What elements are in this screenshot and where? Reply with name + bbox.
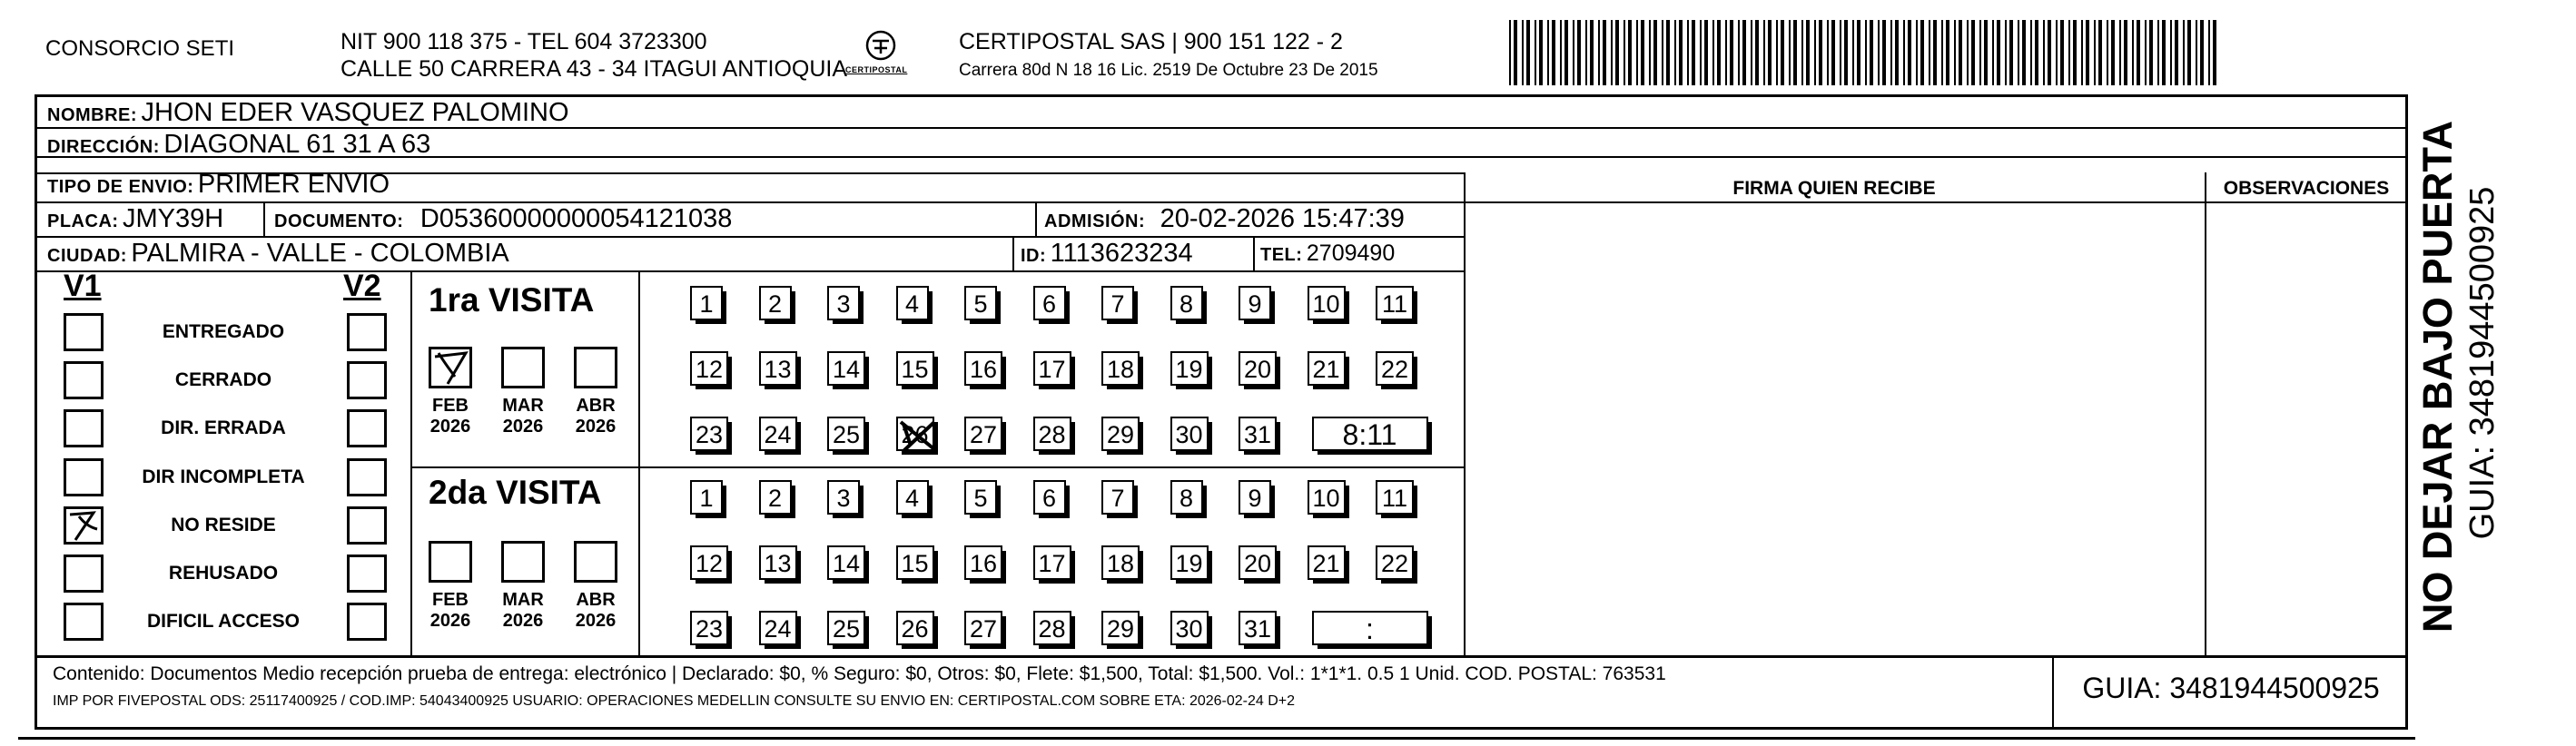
day-number: 31: [1243, 421, 1272, 448]
visit-reason-label: CERRADO: [174, 369, 272, 390]
day-number: 9: [1248, 485, 1262, 512]
day-box[interactable]: [896, 286, 929, 320]
day-box[interactable]: [1101, 611, 1140, 645]
barcode-icon: [1507, 20, 2225, 85]
v2-checkbox[interactable]: [347, 313, 387, 351]
print-info-line: IMP POR FIVEPOSTAL ODS: 25117400925 / COD.IMP: 54043400925 USUARIO: OPERACIONES MEDELLIN CONSULTE SU ENVIO EN: CERTIPOSTAL.COM SOBRE ETA: 2026-02-24 D+2: [53, 693, 1296, 709]
day-number: 24: [764, 615, 792, 643]
day-box[interactable]: [964, 611, 1002, 645]
day-box[interactable]: [964, 417, 1002, 451]
day-number: 28: [1038, 615, 1066, 643]
day-number: 21: [1312, 356, 1340, 383]
id-row: [1021, 240, 1193, 267]
day-number: 6: [1041, 290, 1057, 318]
month-label: [421, 590, 479, 632]
day-box[interactable]: [827, 286, 860, 320]
day-box[interactable]: [1239, 611, 1277, 645]
day-box[interactable]: [1033, 545, 1071, 580]
day-box[interactable]: [1308, 545, 1346, 580]
day-number: 17: [1038, 550, 1066, 577]
visit-reason-label: NO RESIDE: [171, 515, 276, 535]
day-number: 9: [1248, 290, 1262, 318]
day-box[interactable]: [1170, 545, 1209, 580]
day-box[interactable]: [759, 480, 792, 515]
no-leave-under-door-warning: NO DEJAR BAJO PUERTA: [2414, 120, 2461, 633]
v1-checkbox[interactable]: [64, 603, 104, 641]
day-number: 16: [969, 356, 998, 383]
signature-header: FIRMA QUIEN RECIBE: [1732, 178, 1936, 199]
tel-label: TEL:: [1260, 245, 1303, 265]
day-number: 17: [1038, 356, 1066, 383]
time-box[interactable]: [1312, 611, 1428, 645]
plate-label: PLACA:: [47, 211, 119, 231]
month-checkbox[interactable]: [501, 347, 545, 388]
day-box[interactable]: [1170, 286, 1203, 320]
day-box[interactable]: [1170, 611, 1209, 645]
month-name: FEB: [432, 396, 469, 416]
day-box[interactable]: [1170, 480, 1203, 515]
day-number: 14: [832, 356, 861, 383]
month-year: 2026: [429, 611, 471, 631]
day-number: 26: [901, 615, 929, 643]
day-box[interactable]: [1308, 351, 1346, 386]
company-address: CALLE 50 CARRERA 43 - 34 ITAGUI ANTIOQUIA: [341, 56, 848, 82]
day-number: 21: [1312, 550, 1340, 577]
day-box[interactable]: [690, 351, 728, 386]
day-box[interactable]: [964, 351, 1002, 386]
day-number: 3: [836, 485, 851, 512]
visit-reason-label: ENTREGADO: [162, 321, 285, 342]
carrier-line: CERTIPOSTAL SAS | 900 151 122 - 2: [959, 29, 1343, 54]
day-box[interactable]: [1033, 611, 1071, 645]
day-box[interactable]: [1376, 480, 1414, 515]
document-row: [274, 206, 732, 232]
day-number: 7: [1110, 485, 1125, 512]
day-number: 25: [832, 421, 861, 448]
day-box[interactable]: [827, 480, 860, 515]
day-number: 24: [764, 421, 792, 448]
month-year: 2026: [502, 417, 544, 437]
day-number: 6: [1041, 485, 1057, 512]
month-year: 2026: [502, 611, 544, 631]
day-box[interactable]: [690, 286, 723, 320]
month-name: MAR: [502, 590, 544, 610]
guia-box: GUIA: 3481944500925: [2082, 672, 2380, 704]
day-number: 16: [969, 550, 998, 577]
day-box[interactable]: [827, 351, 865, 386]
month-year: 2026: [575, 611, 617, 631]
day-number: 22: [1380, 356, 1409, 383]
certipostal-logo: [840, 27, 922, 80]
day-number: 2: [767, 290, 783, 318]
month-label: [494, 590, 552, 632]
observations-header: OBSERVACIONES: [2223, 178, 2390, 199]
month-label: [494, 396, 552, 437]
document-value: D05360000000054121038: [419, 204, 733, 233]
day-box[interactable]: [1239, 351, 1277, 386]
day-box[interactable]: [827, 611, 865, 645]
day-number: 8: [1179, 290, 1194, 318]
v2-checkbox[interactable]: [347, 506, 387, 545]
v2-label: V2: [343, 269, 381, 303]
day-box[interactable]: [1033, 417, 1071, 451]
day-box[interactable]: [964, 480, 997, 515]
day-number: 8: [1179, 485, 1194, 512]
recipient-name-row: [47, 100, 569, 126]
month-checkbox[interactable]: [429, 541, 472, 583]
day-box[interactable]: [1101, 286, 1134, 320]
day-box[interactable]: [896, 480, 929, 515]
day-box[interactable]: [1239, 480, 1271, 515]
city-label: CIUDAD:: [47, 246, 127, 266]
month-name: FEB: [432, 590, 469, 610]
day-number: 5: [973, 290, 988, 318]
month-checkbox[interactable]: [501, 541, 545, 583]
day-number: 20: [1243, 550, 1272, 577]
barcode: [1507, 20, 2225, 85]
check-mark-icon: [66, 509, 103, 544]
day-number: 15: [901, 356, 929, 383]
day-number: 10: [1312, 290, 1340, 318]
day-box[interactable]: [690, 545, 728, 580]
admission-value: 20-02-2026 15:47:39: [1160, 204, 1405, 233]
day-number: 11: [1381, 290, 1408, 318]
day-number: 19: [1175, 356, 1203, 383]
v1-checkbox[interactable]: [64, 409, 104, 447]
v1-label: V1: [64, 269, 102, 303]
day-cross-mark-icon: [898, 418, 938, 461]
day-number: 29: [1106, 615, 1135, 643]
day-box[interactable]: [759, 286, 792, 320]
name-label: NOMBRE:: [47, 105, 138, 125]
visit2-title: 2da VISITA: [429, 474, 602, 511]
day-number: 30: [1175, 615, 1203, 643]
day-box[interactable]: [1308, 480, 1346, 515]
shipment-type-row: [47, 172, 390, 198]
v1-checkbox[interactable]: [64, 313, 104, 351]
month-name: MAR: [502, 396, 544, 416]
v2-checkbox[interactable]: [347, 603, 387, 641]
v2-checkbox[interactable]: [347, 361, 387, 399]
day-box[interactable]: [759, 351, 797, 386]
city-value: PALMIRA - VALLE - COLOMBIA: [131, 239, 509, 268]
day-box[interactable]: [690, 611, 728, 645]
plate-value: JMY39H: [123, 204, 224, 233]
day-number: 1: [699, 290, 714, 318]
day-box[interactable]: [1308, 286, 1346, 320]
id-value: 1113623234: [1050, 239, 1193, 268]
day-number: 26: [901, 421, 929, 448]
day-number: 5: [973, 485, 988, 512]
id-label: ID:: [1021, 246, 1047, 266]
visit-reason-label: DIR. ERRADA: [161, 417, 286, 438]
day-box[interactable]: [1101, 351, 1140, 386]
day-number: 19: [1175, 550, 1203, 577]
day-number: 3: [836, 290, 851, 318]
day-number: 10: [1312, 485, 1340, 512]
day-box[interactable]: [1101, 545, 1140, 580]
day-number: 13: [764, 356, 792, 383]
day-number: 27: [969, 421, 998, 448]
day-box[interactable]: [1239, 417, 1277, 451]
time-value: :: [1366, 613, 1374, 645]
day-box[interactable]: [1239, 286, 1271, 320]
visit1-title: 1ra VISITA: [429, 281, 595, 319]
shipment-type: PRIMER ENVIO: [197, 170, 390, 199]
admission-row: [1044, 206, 1405, 232]
day-number: 27: [969, 615, 998, 643]
day-box[interactable]: [1376, 545, 1414, 580]
day-number: 23: [695, 421, 724, 448]
document-label: DOCUMENTO:: [274, 211, 404, 231]
v2-checkbox[interactable]: [347, 409, 387, 447]
day-number: 12: [695, 550, 724, 577]
day-box[interactable]: [759, 545, 797, 580]
contents-line: Contenido: Documentos Medio recepción prueba de entrega: electrónico | Declarado: $0, % Seguro: $0, Otros: $0, Flete: $1,500, Total: $1,500. Vol.: 1*1*1. 0.5 1 Unid. COD. POSTAL: 763531: [53, 663, 1666, 684]
visit-reason-label: DIR INCOMPLETA: [142, 466, 305, 487]
time-value: 8:11: [1342, 418, 1397, 451]
day-number: 28: [1038, 421, 1066, 448]
day-box[interactable]: [964, 545, 1002, 580]
day-number: 15: [901, 550, 929, 577]
day-number: 18: [1106, 356, 1135, 383]
v2-checkbox[interactable]: [347, 458, 387, 496]
day-number: 7: [1110, 290, 1125, 318]
month-year: 2026: [429, 417, 471, 437]
day-number: 22: [1380, 550, 1409, 577]
day-box[interactable]: [827, 417, 865, 451]
day-box[interactable]: [1033, 351, 1071, 386]
v1-checkbox[interactable]: [64, 458, 104, 496]
month-checkbox[interactable]: [574, 347, 617, 388]
day-number: 30: [1175, 421, 1203, 448]
month-name: ABR: [576, 590, 616, 610]
nit-line: NIT 900 118 375 - TEL 604 3723300: [341, 29, 707, 54]
day-number: 31: [1243, 615, 1272, 643]
day-box[interactable]: [1376, 351, 1414, 386]
visit-reason-label: DIFICIL ACCESO: [146, 611, 300, 632]
recipient-address-row: [47, 132, 430, 158]
month-label: [421, 396, 479, 437]
day-number: 12: [695, 356, 724, 383]
day-number: 14: [832, 550, 861, 577]
recipient-name: JHON EDER VASQUEZ PALOMINO: [141, 98, 569, 127]
side-guia: GUIA: 3481944500925: [2463, 186, 2502, 540]
day-box[interactable]: [1101, 480, 1134, 515]
day-box[interactable]: [896, 545, 934, 580]
logo-caption: CERTIPOSTAL: [845, 65, 908, 74]
month-checkbox[interactable]: [574, 541, 617, 583]
city-row: [47, 240, 509, 267]
day-number: 13: [764, 550, 792, 577]
visit-reason-label: REHUSADO: [168, 563, 279, 584]
v1-checkbox[interactable]: [64, 361, 104, 399]
tel-value: 2709490: [1306, 240, 1396, 266]
day-number: 2: [767, 485, 783, 512]
v2-checkbox[interactable]: [347, 555, 387, 593]
day-number: 18: [1106, 550, 1135, 577]
plate-row: [47, 206, 223, 232]
day-box[interactable]: [827, 545, 865, 580]
day-box[interactable]: [1376, 286, 1414, 320]
carrier-address: Carrera 80d N 18 16 Lic. 2519 De Octubre 23 De 2015: [959, 61, 1378, 80]
day-box[interactable]: [896, 611, 934, 645]
check-mark-icon: [431, 349, 471, 388]
day-box[interactable]: [690, 480, 723, 515]
company-name: CONSORCIO SETI: [45, 36, 235, 61]
day-box[interactable]: [1170, 351, 1209, 386]
day-number: 1: [699, 485, 714, 512]
day-box[interactable]: [1033, 286, 1066, 320]
tel-row: [1260, 242, 1395, 265]
day-box[interactable]: [690, 417, 728, 451]
day-number: 4: [904, 290, 920, 318]
recipient-address: DIAGONAL 61 31 A 63: [163, 130, 431, 159]
day-box[interactable]: [1239, 545, 1277, 580]
day-number: 11: [1381, 485, 1408, 512]
v1-checkbox[interactable]: [64, 555, 104, 593]
day-number: 4: [904, 485, 920, 512]
day-box[interactable]: [964, 286, 997, 320]
day-box[interactable]: [1101, 417, 1140, 451]
day-box[interactable]: [896, 351, 934, 386]
day-box[interactable]: [759, 611, 797, 645]
day-box[interactable]: [1170, 417, 1209, 451]
day-box[interactable]: [1033, 480, 1066, 515]
day-number: 29: [1106, 421, 1135, 448]
day-number: 25: [832, 615, 861, 643]
day-box[interactable]: [759, 417, 797, 451]
time-box[interactable]: [1312, 417, 1428, 451]
day-number: 23: [695, 615, 724, 643]
shipment-type-label: TIPO DE ENVIO:: [47, 177, 194, 197]
month-name: ABR: [576, 396, 616, 416]
day-box[interactable]: [896, 417, 934, 451]
v1-checkbox[interactable]: [64, 506, 104, 545]
day-number: 20: [1243, 356, 1272, 383]
address-label: DIRECCIÓN:: [47, 137, 160, 157]
month-label: [567, 396, 625, 437]
month-label: [567, 590, 625, 632]
admission-label: ADMISIÓN:: [1044, 211, 1146, 231]
month-checkbox[interactable]: [429, 347, 472, 388]
month-year: 2026: [575, 417, 617, 437]
